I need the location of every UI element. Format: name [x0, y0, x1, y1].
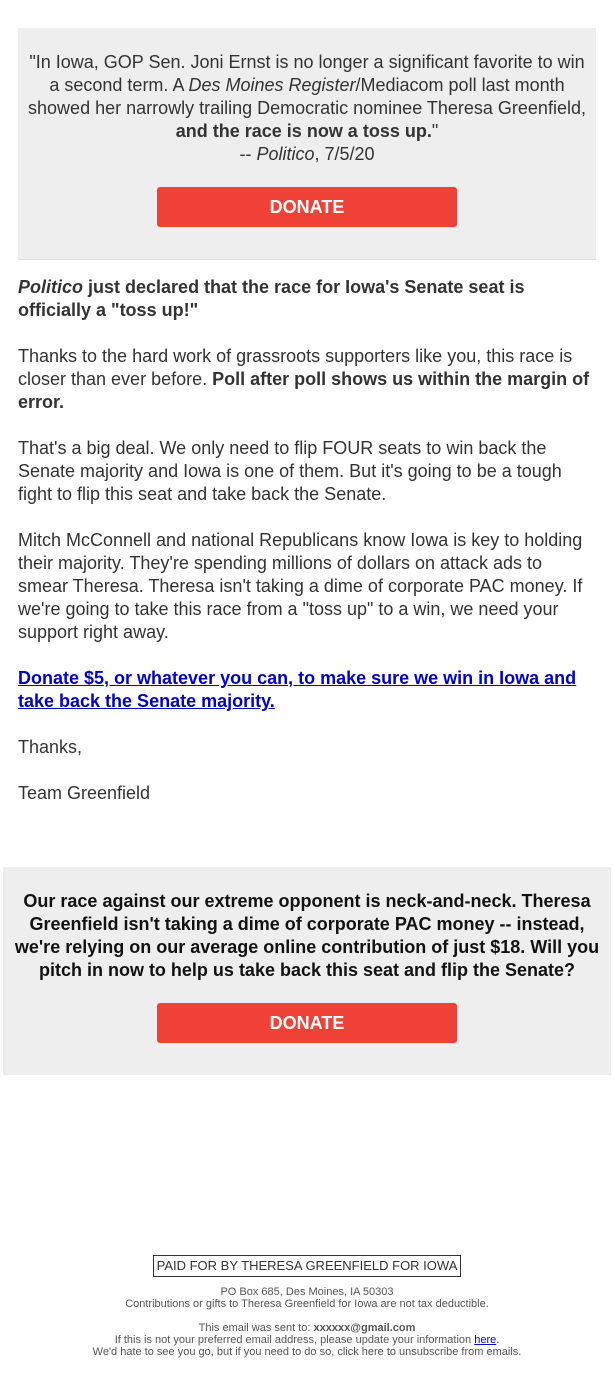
donate-button-bottom[interactable]: DONATE — [157, 1003, 457, 1043]
quote-line-2: /Mediacom poll last month showed her narrowly trailing Democratic nominee Theresa Greenfield, — [28, 75, 586, 118]
thanks-text: Thanks, — [18, 737, 83, 757]
paragraph-1-text: just declared that the race for Iowa's Senate seat is officially a "toss up!" — [18, 277, 525, 320]
quote-line-1: "In Iowa, GOP Sen. Joni Ernst is no longer a significant favorite to win a second term. A — [29, 52, 585, 95]
quote-bold: and the race is now a toss up. — [175, 121, 432, 141]
paragraph-1 — [18, 276, 596, 322]
footer-tax-disclaimer: Contributions or gifts to Theresa Greenfield for Iowa are not tax deductible. — [125, 1298, 489, 1310]
paragraph-2 — [18, 345, 596, 414]
footer — [0, 1255, 614, 1358]
cta-text: Our race against our extreme opponent is neck-and-neck. Theresa Greenfield isn't taking a dime of corporate PAC money -- instead, we're relying on our average online contribution of just $18. Will you pitch in now to help us take back this seat and flip the Senate? — [14, 891, 600, 980]
footer-update — [0, 1334, 614, 1346]
sent-to-prefix: This email was sent to: — [198, 1322, 314, 1334]
update-prefix: If this is not your preferred email address, please update your information — [114, 1334, 475, 1346]
footer-address: PO Box 685, Des Moines, IA 50303 — [220, 1286, 394, 1298]
quote-attribution-source: Politico — [256, 144, 315, 164]
donate-link[interactable]: Donate $5, or whatever you can, to make sure we win in Iowa and take back the Senate majority. — [18, 668, 577, 711]
quote-text — [24, 51, 590, 166]
update-suffix: . — [496, 1334, 500, 1346]
donate-link-paragraph — [18, 667, 596, 713]
paragraph-3: That's a big deal. We only need to flip FOUR seats to win back the Senate majority and Iowa is one of them. But it's going to be a tough fight to flip this seat and take back the Senate. — [18, 438, 562, 504]
recipient-email: xxxxxx@gmail.com — [313, 1322, 416, 1334]
paragraph-2-bold: Poll after poll shows us within the margin of error. — [18, 369, 590, 412]
quote-attribution-date: , 7/5/20 — [314, 144, 375, 164]
signature: Team Greenfield — [18, 783, 151, 803]
quote-panel — [18, 28, 596, 260]
quote-attribution-prefix: -- — [239, 144, 257, 164]
cta-panel — [3, 867, 611, 1075]
quote-close: " — [431, 121, 439, 141]
footer-sent-to — [0, 1322, 614, 1334]
update-info-link[interactable]: here — [474, 1334, 497, 1346]
footer-unsubscribe[interactable]: We'd hate to see you go, but if you need to do so, click here to unsubscribe from emails. — [92, 1346, 522, 1358]
email-body — [18, 276, 596, 828]
paragraph-2-text: Thanks to the hard work of grassroots supporters like you, this race is closer than ever before. — [18, 346, 573, 389]
politico-italic: Politico — [18, 277, 84, 297]
quote-source: Des Moines Register — [188, 75, 356, 95]
donate-button-top[interactable]: DONATE — [157, 187, 457, 227]
paid-for-disclaimer: PAID FOR BY THERESA GREENFIELD FOR IOWA — [153, 1255, 462, 1277]
paragraph-4: Mitch McConnell and national Republicans know Iowa is key to holding their majority. They're spending millions of dollars on attack ads to smear Theresa. Theresa isn't taking a dime of corporate PAC money. If we're going to take this race from a "toss up" to a win, we need your support right away. — [18, 530, 583, 642]
